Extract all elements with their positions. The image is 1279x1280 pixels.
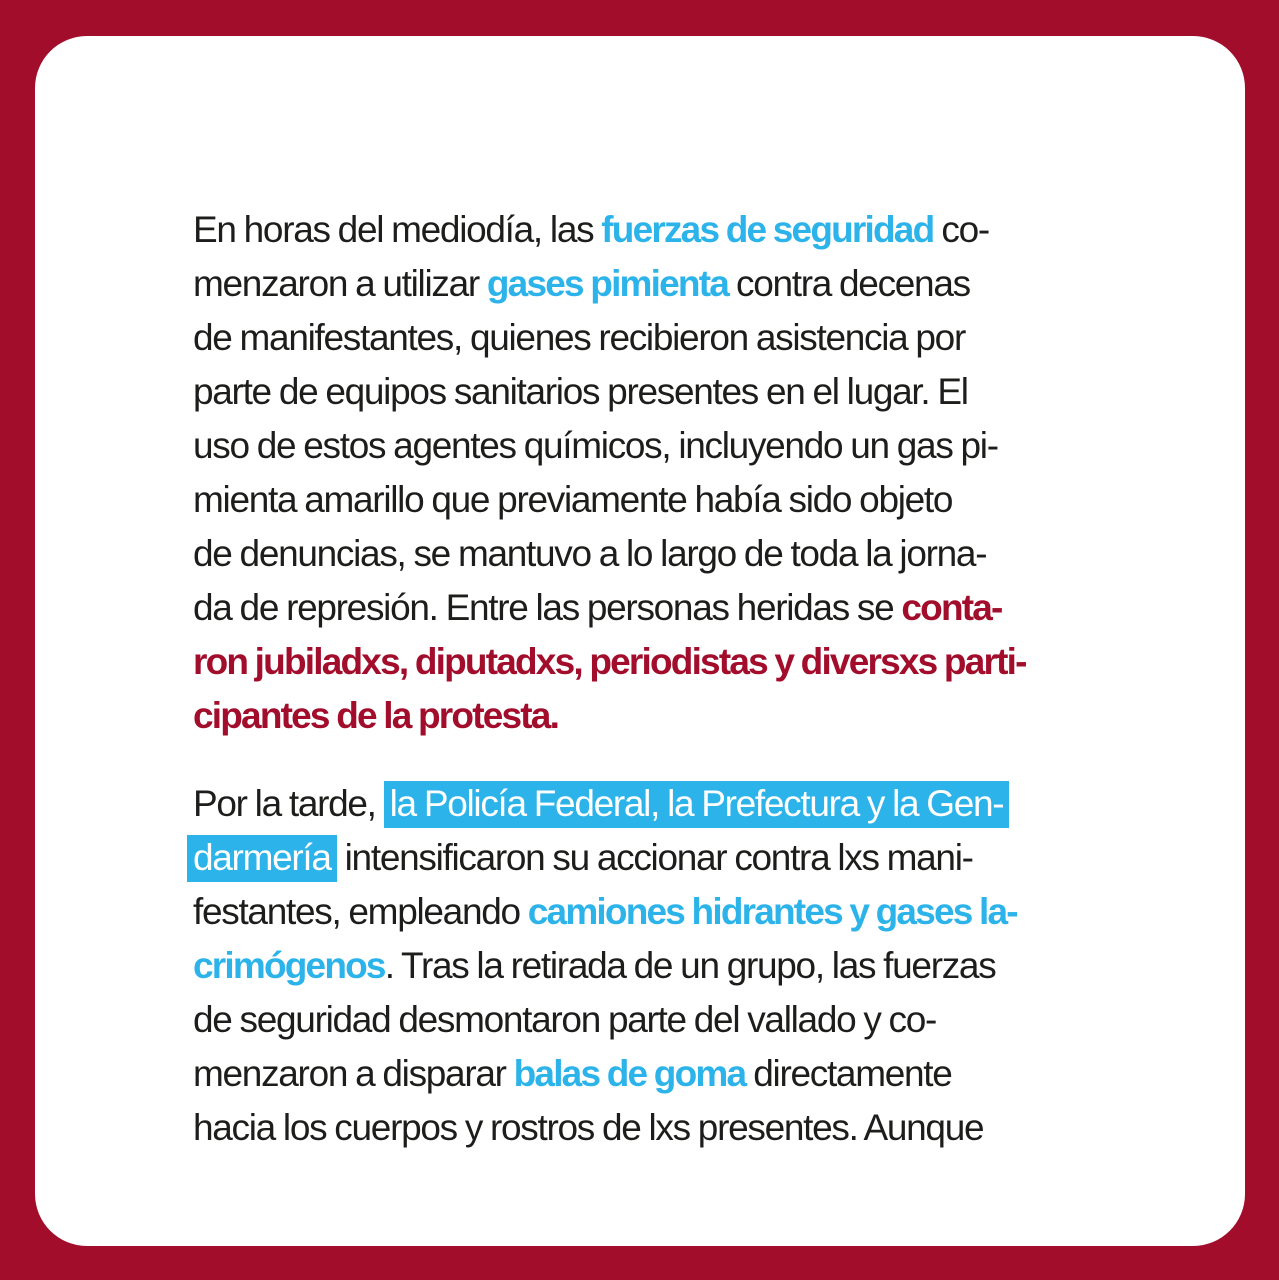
paragraph-1-line: uso de estos agentes químicos, incluyendo un gas pi- [193,425,998,466]
paragraph-1-line [193,257,1073,311]
text-run: menzaron a disparar [193,1053,514,1094]
text-run: menzaron a utilizar [193,263,487,304]
highlight-security-forces: fuerzas de seguridad [601,209,934,250]
text-run: En horas del mediodía, las [193,209,602,250]
text-run: . Tras la retirada de un grupo, las fuerzas [384,945,996,986]
paragraph-2-line [193,1047,1073,1101]
text-run: Por la tarde, [193,783,384,824]
paragraph-2 [193,777,1073,1155]
text-run: intensificaron su accionar contra lxs mani- [336,837,973,878]
paragraph-1 [193,203,1073,743]
paragraph-1-line: de denuncias, se mantuvo a lo largo de toda la jorna- [193,533,987,574]
text-run: contra decenas [728,263,970,304]
highlight-water-cannons: camiones hidrantes y gases la- [527,891,1017,932]
paragraph-1-line: de manifestantes, quienes recibieron asistencia por [193,317,965,358]
paragraph-1-line [193,203,1073,257]
paragraph-2-line [193,939,1073,993]
paragraph-2-line [193,777,1073,831]
paragraph-2-line [193,831,1073,885]
text-run: directamente [745,1053,952,1094]
highlight-water-cannons: crimógenos [193,945,385,986]
text-run: da de represión. Entre las personas heridas se [193,587,902,628]
highlight-pepper-gas: gases pimienta [486,263,729,304]
highlight-federal-forces: darmería [187,835,337,882]
paragraph-1-line [193,581,1073,635]
paragraph-2-line: hacia los cuerpos y rostros de lxs presentes. Aunque [193,1107,984,1148]
paragraph-2-line [193,885,1073,939]
text-run: co- [933,209,989,250]
highlight-rubber-bullets: balas de goma [513,1053,746,1094]
paragraph-1-line: parte de equipos sanitarios presentes en el lugar. El [193,371,968,412]
text-run: festantes, empleando [193,891,528,932]
highlight-injured: cipantes de la protesta. [193,695,559,736]
paragraph-2-line: de seguridad desmontaron parte del vallado y co- [193,999,937,1040]
paragraph-1-line: mienta amarillo que previamente había sido objeto [193,479,953,520]
highlight-injured: conta- [901,587,1002,628]
highlight-federal-forces: la Policía Federal, la Prefectura y la Gen- [384,781,1010,828]
highlight-injured: ron jubiladxs, diputadxs, periodistas y diversxs parti- [193,641,1026,682]
